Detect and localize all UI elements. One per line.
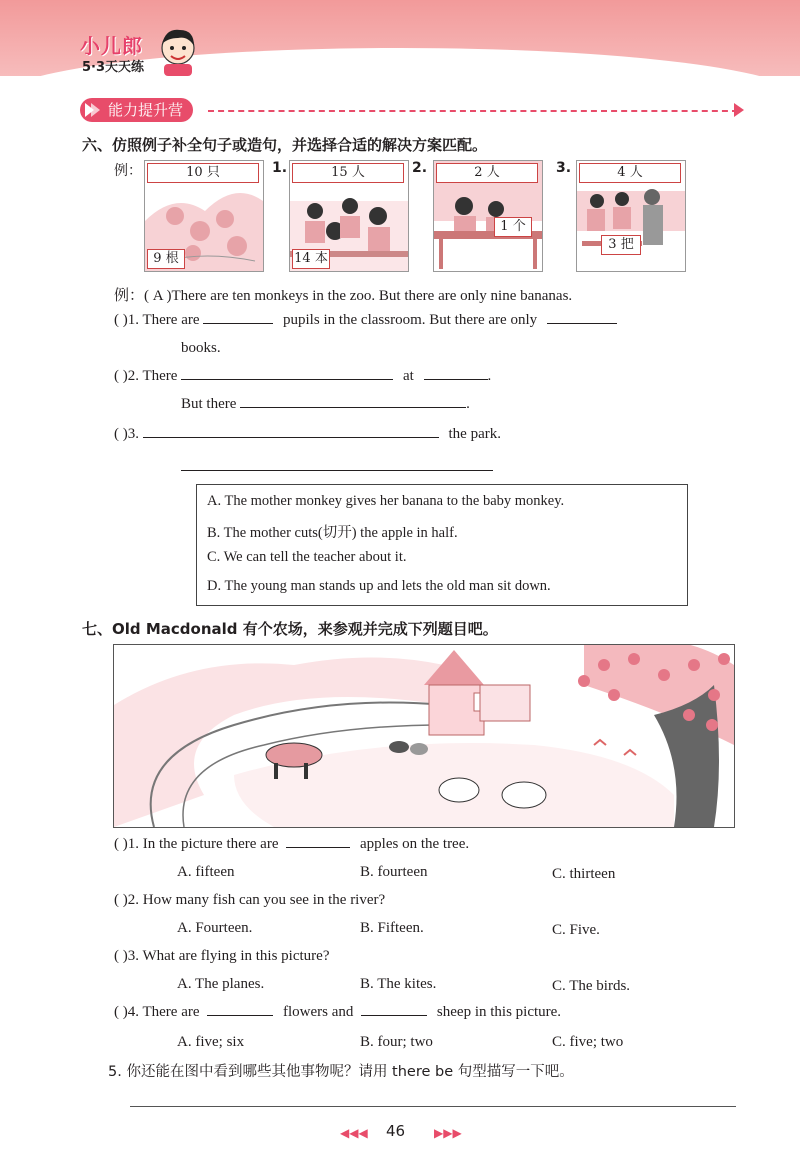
q7-item5: 5. 你还能在图中看到哪些其他事物呢？请用 there be 句型描写一下吧。 xyxy=(108,1064,574,1080)
q7-item2-choice-a: A. Fourteen. xyxy=(177,920,253,936)
section-tag: 能力提升营 xyxy=(80,98,193,122)
farm-picture xyxy=(113,644,735,828)
right-arrows-icon: ▶▶▶ xyxy=(434,1126,462,1140)
monkeys-picture xyxy=(144,160,264,272)
pic3-top-box: 4 人 xyxy=(579,163,681,183)
pic0-bottom-box: 9 根 xyxy=(147,249,185,269)
series-name: 5·3天天练 xyxy=(82,60,145,75)
item1-part-b: pupils in the classroom. But there are only xyxy=(283,312,538,328)
item3-blank-2[interactable] xyxy=(181,470,493,471)
section-divider xyxy=(208,110,738,112)
q7-item1-choice-b: B. fourteen xyxy=(360,864,428,880)
q7-item1-blank[interactable] xyxy=(286,846,350,848)
item2-blank-2[interactable] xyxy=(424,378,488,380)
pic-label-3: 3. xyxy=(556,160,572,176)
item2-part-a: ( )2. There xyxy=(114,368,178,384)
example-sentence: 例：( A )There are ten monkeys in the zoo. But there are only nine bananas. xyxy=(114,288,573,304)
pic2-bottom-box: 1 个 xyxy=(494,217,532,237)
classroom-picture xyxy=(289,160,409,272)
q7-item4-choice-a: A. five; six xyxy=(177,1034,245,1050)
q7-item4-blank-2[interactable] xyxy=(361,1014,427,1016)
q7-item2: ( )2. How many fish can you see in the river? xyxy=(114,892,386,908)
pic1-bottom-box: 14 本 xyxy=(292,249,330,269)
item2-line: ( )2. There at . xyxy=(114,368,492,384)
q7-item4 xyxy=(114,1004,561,1021)
option-b: B. The mother cuts(切开) the apple in half. xyxy=(207,525,458,541)
page-number: 46 xyxy=(386,1122,406,1140)
q7-item1-choice-c: C. thirteen xyxy=(552,866,616,882)
bus-stop-picture xyxy=(576,160,686,272)
item3-blank-1[interactable] xyxy=(143,436,439,438)
item1-blank-2[interactable] xyxy=(547,322,617,324)
item3-line xyxy=(114,426,501,443)
item1-line xyxy=(114,312,617,329)
q7-item1 xyxy=(114,836,469,853)
pic-label-2: 2. xyxy=(412,160,428,176)
left-arrows-icon: ◀◀◀ xyxy=(340,1126,368,1140)
options-box xyxy=(196,484,688,606)
q7-item3-choice-b: B. The kites. xyxy=(360,976,437,992)
item3-part-a: ( )3. xyxy=(114,426,139,442)
item1-cont: books. xyxy=(181,340,221,356)
option-d: D. The young man stands up and lets the old man sit down. xyxy=(207,578,551,594)
item3-part-b: the park. xyxy=(448,426,501,442)
item2-blank-3[interactable] xyxy=(240,406,466,408)
q7-item4-blank-1[interactable] xyxy=(207,1014,273,1016)
item1-blank-1[interactable] xyxy=(203,322,273,324)
q7-item3-choice-a: A. The planes. xyxy=(177,976,265,992)
option-c: C. We can tell the teacher about it. xyxy=(207,549,407,565)
q7-item2-choice-c: C. Five. xyxy=(552,922,600,938)
mascot-icon xyxy=(156,24,200,76)
q7-item2-choice-b: B. Fifteen. xyxy=(360,920,424,936)
q7-title: 七、Old Macdonald 有个农场，来参观并完成下列题目吧。 xyxy=(82,620,498,638)
apple-picture xyxy=(433,160,543,272)
option-a: A. The mother monkey gives her banana to the baby monkey. xyxy=(207,493,565,509)
q7-item1-b: apples on the tree. xyxy=(360,836,470,852)
item1-part-a: ( )1. There are xyxy=(114,312,200,328)
q7-item4-choice-c: C. five; two xyxy=(552,1034,624,1050)
pic-label-1: 1. xyxy=(272,160,288,176)
q7-item4-a: ( )4. There are xyxy=(114,1004,200,1020)
item2-part-b: at xyxy=(402,368,414,384)
q7-item1-a: ( )1. In the picture there are xyxy=(114,836,279,852)
pic-label-example: 例： xyxy=(114,163,142,179)
q7-item3: ( )3. What are flying in this picture? xyxy=(114,948,330,964)
item2-blank-1[interactable] xyxy=(181,378,393,380)
answer-line[interactable] xyxy=(130,1106,736,1107)
item2-part-c: But there xyxy=(181,396,237,412)
arrow-badge-icon xyxy=(82,100,102,120)
q6-title: 六、仿照例子补全句子或造句，并选择合适的解决方案匹配。 xyxy=(82,136,488,154)
pic1-top-box: 15 人 xyxy=(292,163,404,183)
pic3-bottom-box: 3 把 xyxy=(601,235,641,255)
q7-item4-choice-b: B. four; two xyxy=(360,1034,433,1050)
brand-logo: 小儿郎 xyxy=(80,34,143,58)
q7-item4-b: flowers and xyxy=(283,1004,354,1020)
item2-cont: But there . xyxy=(181,396,470,412)
q7-item3-choice-c: C. The birds. xyxy=(552,978,631,994)
q7-item4-c: sheep in this picture. xyxy=(436,1004,562,1020)
pic0-top-box: 10 只 xyxy=(147,163,259,183)
q7-item1-choice-a: A. fifteen xyxy=(177,864,235,880)
divider-arrow-icon xyxy=(734,103,744,117)
pic2-top-box: 2 人 xyxy=(436,163,538,183)
